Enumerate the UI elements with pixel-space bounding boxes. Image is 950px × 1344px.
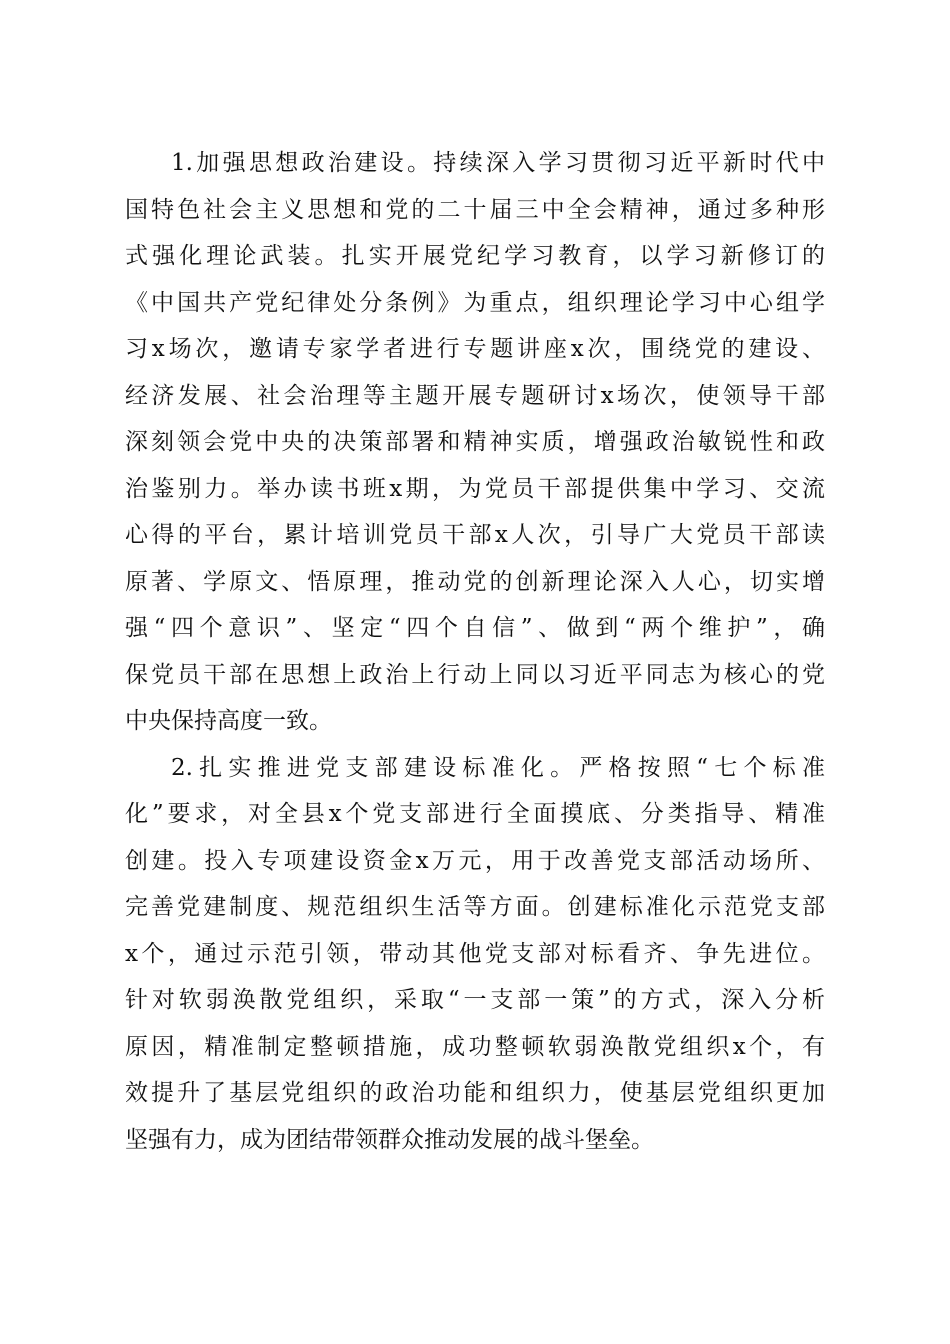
text-line: 创建。投入专项建设资金x万元，用于改善党支部活动场所、 xyxy=(125,847,825,874)
text-line: 效提升了基层党组织的政治功能和组织力，使基层党组织更加 xyxy=(125,1080,825,1106)
text-line: 1.加强思想政治建设。持续深入学习贯彻习近平新时代中 xyxy=(171,150,825,176)
text-line: 完善党建制度、规范组织生活等方面。创建标准化示范党支部 xyxy=(125,894,825,920)
paragraph-2 xyxy=(125,745,825,1164)
text-line: 保党员干部在思想上政治上行动上同以习近平同志为核心的党 xyxy=(125,661,825,688)
text-line: 原因，精准制定整顿措施，成功整顿软弱涣散党组织x个，有 xyxy=(125,1033,825,1060)
text-line: 深刻领会党中央的决策部署和精神实质，增强政治敏锐性和政 xyxy=(125,429,825,455)
text-line: 心得的平台，累计培训党员干部x人次，引导广大党员干部读 xyxy=(125,522,825,548)
text-line: 强“四个意识”、坚定“四个自信”、做到“两个维护”，确 xyxy=(125,615,825,641)
text-line: 坚强有力，成为团结带领群众推动发展的战斗堡垒。 xyxy=(125,1126,654,1153)
text-line: 《中国共产党纪律处分条例》为重点，组织理论学习中心组学 xyxy=(125,289,825,316)
text-line: 治鉴别力。举办读书班x期，为党员干部提供集中学习、交流 xyxy=(125,475,825,502)
paragraph-1 xyxy=(125,140,825,745)
text-line: 原著、学原文、悟原理，推动党的创新理论深入人心，切实增 xyxy=(125,568,825,595)
text-line: 中央保持高度一致。 xyxy=(125,708,332,734)
text-line: x个，通过示范引领，带动其他党支部对标看齐、争先进位。 xyxy=(125,940,825,967)
text-line: 经济发展、社会治理等主题开展专题研讨x场次，使领导干部 xyxy=(125,382,825,409)
document-body xyxy=(125,140,825,1163)
text-line: 习x场次，邀请专家学者进行专题讲座x次，围绕党的建设、 xyxy=(125,336,825,362)
text-line: 针对软弱涣散党组织，采取“一支部一策”的方式，深入分析 xyxy=(125,987,825,1013)
text-line: 2.扎实推进党支部建设标准化。严格按照“七个标准 xyxy=(171,754,825,781)
text-line: 化”要求，对全县x个党支部进行全面摸底、分类指导、精准 xyxy=(125,801,825,827)
text-line: 国特色社会主义思想和党的二十届三中全会精神，通过多种形 xyxy=(125,196,825,223)
text-line: 式强化理论武装。扎实开展党纪学习教育，以学习新修订的 xyxy=(125,243,825,269)
